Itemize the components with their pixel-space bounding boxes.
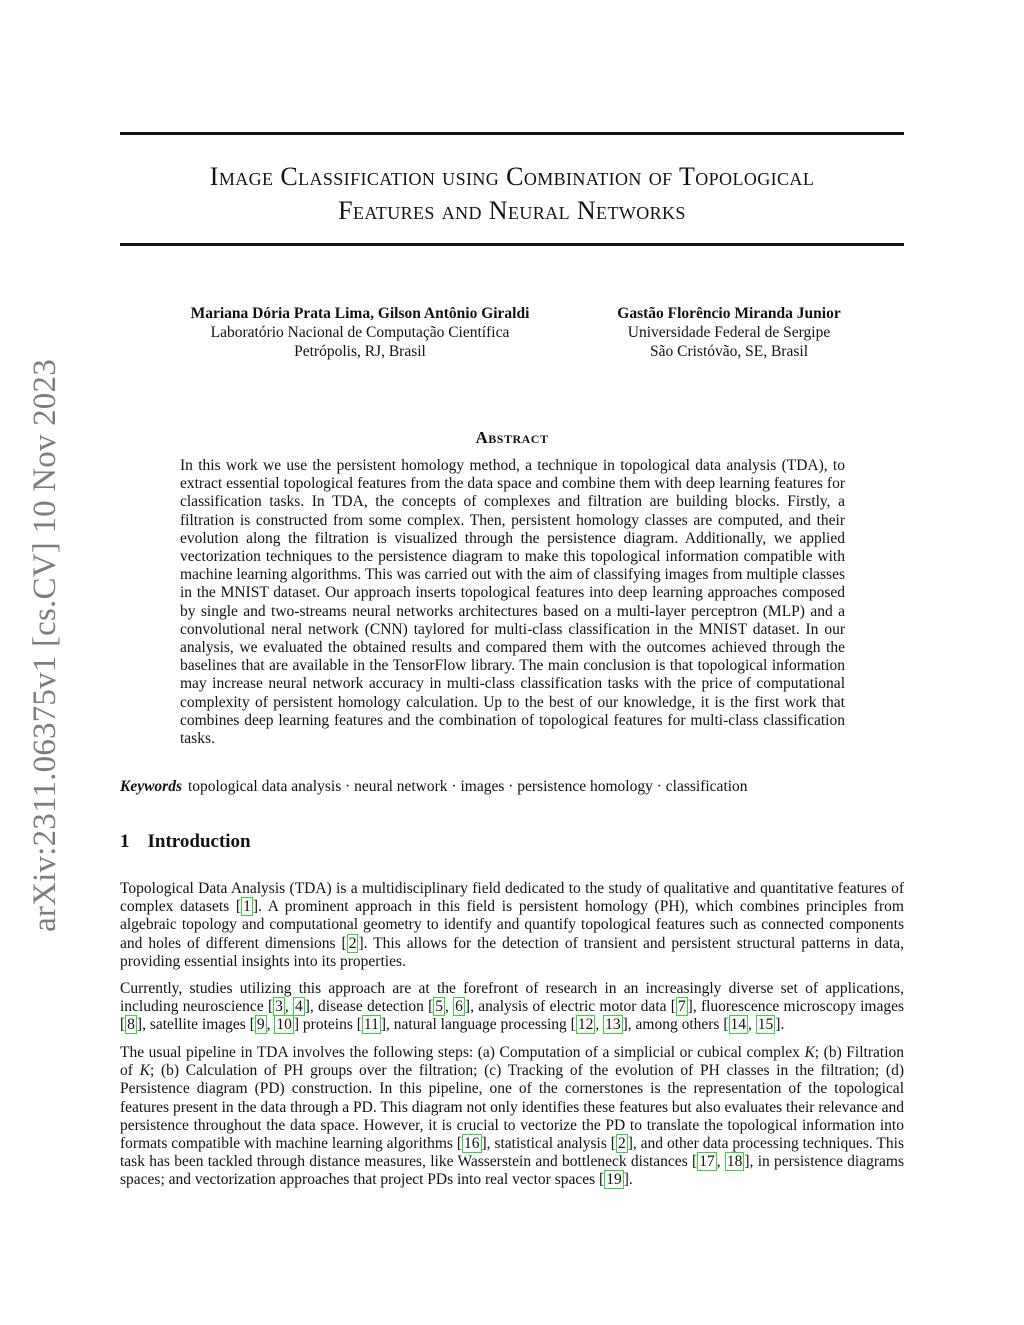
- title-line-2: Features and Neural Networks: [338, 196, 686, 225]
- intro-paragraph-2: [120, 980, 904, 1035]
- bracket: [: [723, 1016, 729, 1034]
- author-names-left: Mariana Dória Prata Lima, Gilson Antônio Giraldi: [190, 305, 530, 322]
- citation-link[interactable]: 6: [455, 998, 463, 1016]
- separator: ,: [716, 1153, 725, 1171]
- bracket: [: [599, 1171, 605, 1189]
- citation-link[interactable]: 9: [256, 1016, 265, 1034]
- bracket: [: [456, 1135, 462, 1153]
- intro-paragraph-1: [120, 880, 904, 971]
- author-block-right: [590, 304, 868, 361]
- bracket: [: [267, 998, 274, 1016]
- citation-link[interactable]: 12: [577, 1016, 594, 1034]
- bracket: ]: [775, 1016, 781, 1034]
- bracket: [: [249, 1016, 255, 1034]
- keywords-label: Keywords: [120, 778, 182, 795]
- keywords-text: topological data analysis · neural network · images · persistence homology · classification: [188, 778, 748, 795]
- author-affiliation-left: Laboratório Nacional de Computação Científica: [210, 324, 510, 341]
- bracket: [: [120, 1016, 126, 1034]
- separator: ,: [595, 1016, 604, 1034]
- bracket: ]: [687, 998, 693, 1016]
- bracket: ]: [136, 1016, 143, 1034]
- abstract-text: In this work we use the persistent homology method, a technique in topological data analysis (TDA), to extract essential topological features from the data space and combine them with deep learning features for classification tasks. In TDA, the concepts of complexes and filtration are building blocks. Firstly, a filtration is constructed from some complex. Then, persistent homology classes are computed, and their evolution along the filtration is visualized through the persistence diagram. Additionally, we applied vectorization techniques to the persistence diagram to make this topological information compatible with machine learning algorithms. This was carried out with the aim of classifying images from multiple classes in the MNIST dataset. Our approach inserts topological features into deep learning approaches composed by single and two-streams neural networks architectures based on a multi-layer perceptron (MLP) and a convolutional neral network (CNN) taylored for multi-class classification in the MNIST dataset. In our analysis, we evaluated the obtained results and compared them with the outcomes achieved through the baselines that are available in the TensorFlow library. The main conclusion is that topological information may increase neural network accuracy in multi-class classification tasks with the price of computational complexity of persistent homology calculation. Up to the best of our knowledge, it is the first work that combines deep learning features and the combination of topological features for multi-class classification tasks.: [180, 457, 845, 748]
- bracket: [: [610, 1135, 616, 1153]
- text-run: , satellite images: [142, 1016, 250, 1034]
- text-run: .: [780, 1016, 785, 1034]
- keywords: [120, 777, 904, 796]
- section-title: Introduction: [147, 831, 251, 852]
- bracket: [: [356, 1016, 362, 1034]
- text-run: , and other data processing techniques. This task has been tackled through distance measures, like Wasserstein and bottleneck distances: [120, 1135, 904, 1171]
- author-location-right: São Cristóvão, SE, Brasil: [649, 343, 808, 360]
- text-run: proteins: [299, 1016, 357, 1034]
- arxiv-stamp: [20, 345, 70, 945]
- text-run: , among others: [627, 1016, 724, 1034]
- citation-link[interactable]: 15: [757, 1016, 774, 1034]
- text-run: , disease detection: [309, 998, 429, 1016]
- bracket: ]: [252, 898, 258, 916]
- text-run: ; (b) Filtration of: [120, 1044, 905, 1080]
- citation-link[interactable]: 17: [699, 1153, 715, 1171]
- text-run: . This allows for the detection of transient and persistent structural patterns in data, providing essential insights into its properties.: [120, 934, 905, 970]
- citation-link[interactable]: 18: [726, 1153, 743, 1171]
- author-location-left: Petrópolis, RJ, Brasil: [294, 343, 426, 360]
- section-heading-introduction: [120, 831, 251, 853]
- text-run: , statistical analysis: [486, 1135, 611, 1153]
- text-run: , natural language processing: [386, 1016, 571, 1034]
- bracket: [: [570, 1016, 576, 1034]
- separator: ,: [445, 998, 454, 1016]
- bracket: ]: [464, 998, 471, 1016]
- text-run: Topological Data Analysis (TDA) is a multidisciplinary field dedicated to the study of qualitative and quantitative features of complex datasets: [120, 880, 904, 916]
- separator: ,: [284, 998, 293, 1016]
- bracket: ]: [358, 934, 364, 952]
- math-symbol: K: [804, 1044, 815, 1061]
- abstract-heading: Abstract: [475, 428, 549, 447]
- arxiv-stamp-text: arXiv:2311.06375v1 [cs.CV] 10 Nov 2023: [26, 358, 63, 932]
- text-run: , analysis of electric motor data: [470, 998, 671, 1016]
- bracket: ]: [627, 1135, 633, 1153]
- intro-paragraph-3: [120, 1044, 904, 1190]
- bracket: ]: [481, 1135, 487, 1153]
- citation-link[interactable]: 3: [275, 998, 283, 1016]
- text-run: ; (b) Calculation of PH groups over the filtration; (c) Tracking of the evolution of PH classes in the filtration; (d) Persistence diagram (PD) construction. In this pipeline, one of the cornerstones is the representation of the topological features present in the data through a PD. This diagram not only identifies these features but also evaluates their relevance and persistence throughout the data space. However, it is crucial to vectorize the PD to translate the topological information into formats compatible with machine learning algorithms: [120, 1062, 904, 1153]
- bracket: [: [235, 898, 242, 916]
- text-run: . A prominent approach in this field is persistent homology (PH), which combines principles from algebraic topology and computational geometry to identify and quantify topological features such as connected components and holes of different dimensions: [120, 898, 904, 952]
- citation-link[interactable]: 4: [295, 998, 303, 1016]
- separator: ,: [748, 1016, 756, 1034]
- citation-link[interactable]: 16: [464, 1135, 480, 1153]
- math-symbol: K: [139, 1062, 150, 1080]
- citation-link[interactable]: 7: [677, 998, 686, 1016]
- text-run: Currently, studies utilizing this approach are at the forefront of research in an increasingly diverse set of applications, including neuroscience: [120, 980, 904, 1016]
- text-run: , fluorescence microscopy images: [692, 998, 904, 1016]
- section-number: 1: [120, 831, 130, 852]
- bracket: [: [670, 998, 676, 1016]
- author-names-right: Gastão Florêncio Miranda Junior: [617, 305, 841, 322]
- citation-link[interactable]: 19: [606, 1171, 622, 1189]
- citation-link[interactable]: 11: [363, 1016, 379, 1034]
- citation-link[interactable]: 10: [276, 1016, 292, 1034]
- bracket: ]: [304, 998, 310, 1016]
- citation-link[interactable]: 1: [243, 898, 251, 916]
- citation-link[interactable]: 13: [605, 1016, 621, 1034]
- text-run: , in persistence diagrams spaces; and vectorization approaches that project PDs into real vector spaces: [120, 1153, 904, 1189]
- bracket: ]: [622, 1016, 628, 1034]
- citation-link[interactable]: 8: [127, 1016, 135, 1034]
- text-run: .: [628, 1171, 633, 1189]
- citation-link[interactable]: 14: [730, 1016, 747, 1034]
- separator: ,: [266, 1016, 275, 1034]
- citation-link[interactable]: 5: [435, 998, 444, 1016]
- bracket: [: [428, 998, 434, 1016]
- bracket: [: [341, 934, 347, 952]
- author-block-left: [160, 304, 560, 361]
- bracket: ]: [744, 1153, 750, 1171]
- title-rule-bottom: [120, 243, 904, 246]
- bracket: ]: [293, 1016, 300, 1034]
- paper-title: [120, 160, 904, 228]
- bracket: [: [692, 1153, 698, 1171]
- bracket: ]: [623, 1171, 629, 1189]
- bracket: ]: [380, 1016, 387, 1034]
- title-rule-top: [120, 132, 904, 135]
- citation-link[interactable]: 2: [348, 934, 357, 952]
- text-run: The usual pipeline in TDA involves the following steps: (a) Computation of a simplicial or cubical complex: [120, 1044, 805, 1061]
- citation-link[interactable]: 2: [617, 1135, 626, 1153]
- title-line-1: Image Classification using Combination of Topological: [209, 162, 815, 191]
- author-affiliation-right: Universidade Federal de Sergipe: [627, 324, 831, 341]
